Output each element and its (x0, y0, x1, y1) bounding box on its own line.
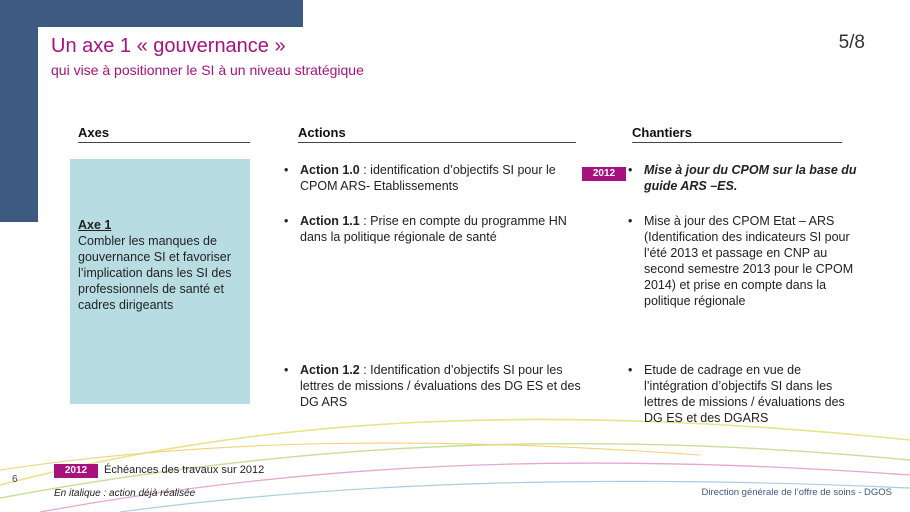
column-header-actions: Actions (298, 125, 576, 143)
action-code: Action 1.2 (300, 363, 360, 377)
chantier-item: • Mise à jour du CPOM sur la base du guide ARS –ES. (628, 163, 857, 193)
top-blue-band (0, 0, 303, 27)
action-code: Action 1.1 (300, 214, 360, 228)
axe-label: Axe 1 (78, 218, 112, 232)
left-blue-band (0, 0, 38, 222)
action-item: • Action 1.1 : Prise en compte du programme HN dans la politique régionale de santé (284, 214, 567, 244)
action-item: • Action 1.0 : identification d’objectifs SI pour le CPOM ARS- Etablissements (284, 163, 556, 193)
column-header-chantiers: Chantiers (632, 125, 842, 143)
axe-content (78, 217, 248, 313)
column-header-axes: Axes (78, 125, 250, 143)
action-text: : identification d’objectifs SI pour le CPOM ARS- Etablissements (300, 163, 556, 193)
chantier-text: Mise à jour du CPOM sur la base du guide ARS –ES. (644, 163, 857, 193)
slide-subtitle: qui vise à positionner le SI à un niveau stratégique (51, 62, 364, 78)
slide-title: Un axe 1 « gouvernance » (51, 35, 286, 57)
action-text: : Identification d’objectifs SI pour les lettres de missions / évaluations des DG ES et des DG ARS (300, 363, 581, 409)
axe-box (70, 159, 250, 404)
footer-organization: Direction générale de l’offre de soins - DGOS (701, 487, 892, 498)
italic-note: En italique : action déjà réalisée (54, 488, 196, 499)
slide-number: 6 (12, 474, 18, 485)
page-indicator: 5/8 (838, 32, 865, 53)
axe-description: Combler les manques de gouvernance SI et favoriser l’implication dans les SI des professionnels de santé et cadres dirigeants (78, 234, 232, 312)
chantier-item: • Mise à jour des CPOM Etat – ARS (Identification des indicateurs SI pour l’été 2013 et passage en CNP au second semestre 2013 pour le CPOM 2014) et prise en compte dans la politique régionale (628, 213, 860, 309)
action-item: • Action 1.2 : Identification d’objectifs SI pour les lettres de missions / évaluations des DG ES et des DG ARS (284, 363, 581, 409)
action-text: : Prise en compte du programme HN dans la politique régionale de santé (300, 214, 567, 244)
action-code: Action 1.0 (300, 163, 360, 177)
year-tag: 2012 (582, 167, 626, 181)
chantier-text: Etude de cadrage en vue de l’intégration d’objectifs SI dans les lettres de missions / évaluations des DG ES et des DGARS (644, 363, 845, 425)
legend-text: Échéances des travaux sur 2012 (104, 464, 265, 476)
chantier-item: • Etude de cadrage en vue de l’intégration d’objectifs SI dans les lettres de missions / évaluations des DG ES et des DGARS (628, 362, 860, 426)
chantier-text: Mise à jour des CPOM Etat – ARS (Identification des indicateurs SI pour l’été 2013 et passage en CNP au second semestre 2013 pour le CPOM 2014) et prise en compte dans la politique régionale (644, 214, 854, 308)
legend-year-tag: 2012 (54, 464, 98, 478)
